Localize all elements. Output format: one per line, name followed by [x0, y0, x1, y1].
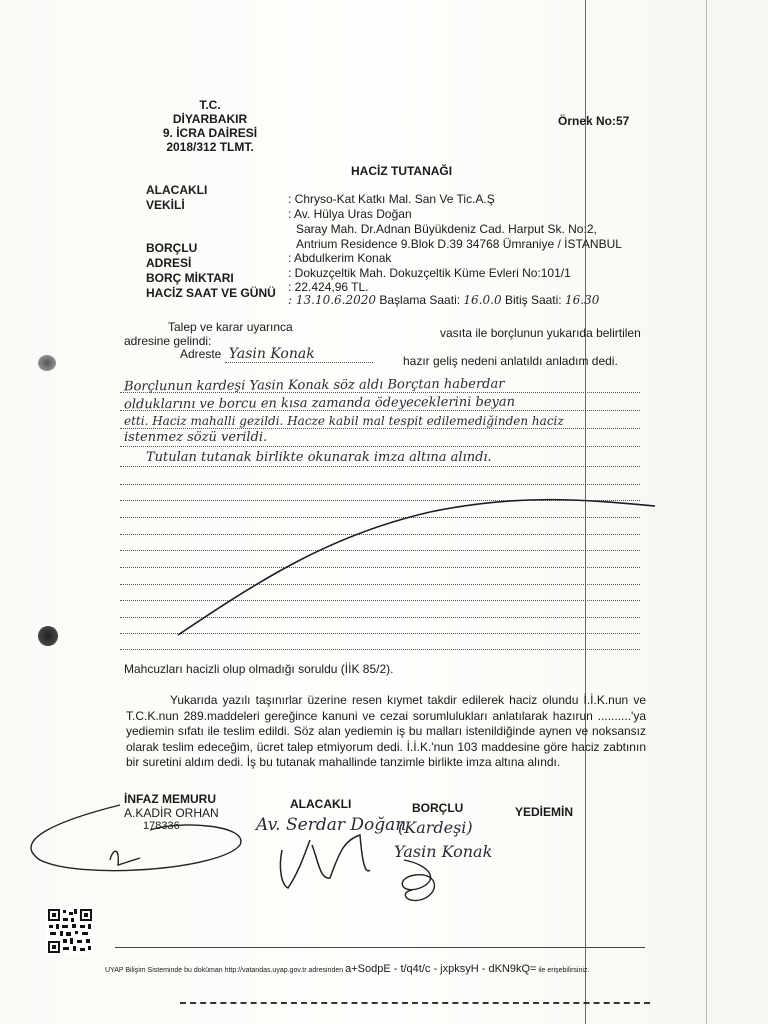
- form-number: Örnek No:57: [558, 114, 630, 128]
- adresine-line: adresine gelindi:: [124, 334, 212, 348]
- bitis-hand: 16.30: [564, 293, 600, 307]
- borclu-label: BORÇLU: [146, 241, 198, 255]
- infaz-memuru-no: 178336: [143, 820, 180, 832]
- footer-suffix: ile erişebilirsiniz.: [538, 967, 590, 974]
- dotted-line: [120, 534, 640, 536]
- borclu-relation-hand: (Kardeşi): [398, 818, 473, 837]
- borclu-value: : Abdulkerim Konak: [288, 251, 392, 265]
- hazir-line: hazır geliş nedeni anlatıldı anladım dedi.: [403, 354, 618, 368]
- alacakli-signature-hand: Av. Serdar Doğan: [256, 815, 407, 835]
- hand-line-3: etti. Haciz mahalli gezildi. Hacze kabil mal tespit edilemediğinden haciz: [124, 414, 564, 428]
- dotted-line: [120, 500, 640, 502]
- adresi-label: ADRESİ: [146, 256, 192, 270]
- footer-code: a+SodpE - t/q4t/c - jxpksyH - dKN9kQ=: [345, 963, 537, 975]
- legal-paragraph: Yukarıda yazılı taşınırlar üzerine resen kıymet takdir edilerek haciz olundu İ.İ.K.nun ve T.C.K.nun 289.maddeleri gereğince kanuni ve cezai sorumlulukları anlatılarak hazırun ..........'ya yediemin sıfatı ile teslim edildi. Söz alan yediemin iş bu malları istenildiğinde aynen ve noksansız olarak teslim edeceğim, ücret talep etmiyorum dedi. İ.İ.K.'nun 103 maddesine göre haciz zabtının bir suretini aldım dedi. İş bu tutanak mahallinde tanzimle birlikte imza altına alındı.: [126, 693, 646, 769]
- dotted-line: [120, 567, 640, 569]
- infaz-memuru-name: A.KADİR ORHAN: [124, 806, 219, 820]
- vasita-line: vasıta ile borçlunun yukarıda belirtilen: [440, 326, 641, 340]
- punch-hole-top: [38, 355, 56, 371]
- hand-line-2: olduklarını ve borcu en kısa zamanda ödeyeceklerini beyan: [123, 394, 516, 413]
- bottom-dashes: [180, 1002, 650, 1004]
- adreste-row: [180, 346, 373, 363]
- header-file-no: 2018/312 TLMT.: [166, 140, 254, 154]
- haciz-saat-label: HACİZ SAAT VE GÜNÜ: [146, 286, 276, 300]
- borclu-sign-label: BORÇLU: [412, 801, 464, 815]
- dotted-line: [120, 649, 640, 651]
- dotted-line: [120, 446, 640, 448]
- vekili-address-line1: Saray Mah. Dr.Adnan Büyükdeniz Cad. Harput Sk. No:2,: [296, 222, 597, 236]
- dotted-line: [120, 484, 640, 486]
- alacakli-value: : Chryso-Kat Katkı Mal. San Ve Tic.A.Ş: [288, 192, 495, 206]
- dotted-line: [120, 428, 640, 430]
- dotted-line: [120, 550, 640, 552]
- header-country: T.C.: [199, 98, 221, 112]
- scan-line-right: [706, 0, 707, 1024]
- dotted-line: [120, 517, 640, 519]
- dotted-line: [120, 617, 640, 619]
- footer-rule: [115, 947, 645, 948]
- scan-line-left: [585, 0, 586, 1024]
- dotted-line: [120, 584, 640, 586]
- infaz-memuru-label: İNFAZ MEMURU: [124, 792, 216, 806]
- adresi-value: : Dokuzçeltik Mah. Dokuzçeltik Küme Evleri No:101/1: [288, 266, 571, 280]
- yediemin-label: YEDİEMİN: [515, 805, 574, 819]
- footer-line: [105, 963, 589, 975]
- adreste-label: Adreste: [180, 347, 222, 361]
- qr-code: [47, 908, 93, 954]
- dotted-line: [120, 600, 640, 602]
- dotted-line: [120, 392, 640, 394]
- mahcuz-line: Mahcuzları hacizli olup olmadığı soruldu (İİK 85/2).: [124, 662, 394, 676]
- hand-line-1: Borçlunun kardeşi Yasin Konak söz aldı Borçtan haberdar: [123, 376, 505, 395]
- talep-line: Talep ve karar uyarınca: [168, 320, 293, 334]
- footer-text: UYAP Bilişim Sisteminde bu doküman http://vatandas.uyap.gov.tr adresinden: [105, 967, 344, 974]
- vekili-value: : Av. Hülya Uras Doğan: [288, 207, 412, 221]
- vekili-label: VEKİLİ: [146, 198, 185, 212]
- header-office: 9. İCRA DAİRESİ: [162, 126, 258, 140]
- vekili-address-line2: Antrium Residence 9.Blok D.39 34768 Ümraniye / İSTANBUL: [296, 237, 622, 251]
- borc-miktari-label: BORÇ MİKTARI: [146, 271, 234, 285]
- bitis-label: Bitiş Saati:: [504, 293, 562, 307]
- baslama-label: Başlama Saati:: [379, 293, 461, 307]
- alacakli-label: ALACAKLI: [146, 183, 208, 197]
- adreste-hand: Yasin Konak: [225, 346, 373, 363]
- baslama-hand: 16.0.0: [463, 293, 502, 307]
- dotted-line: [120, 410, 640, 412]
- dotted-line: [120, 633, 640, 635]
- haciz-date-hand: : 13.10.6.2020: [288, 293, 377, 307]
- borc-miktari-value: : 22.424,96 TL.: [288, 280, 369, 294]
- document-title: HACİZ TUTANAĞI: [351, 164, 453, 178]
- punch-hole-bottom: [38, 626, 58, 646]
- hand-line-4: istenmez sözü verildi.: [124, 430, 268, 445]
- haciz-saat-value: [288, 293, 599, 307]
- dotted-line: [120, 466, 640, 468]
- header-city: DİYARBAKIR: [172, 112, 248, 126]
- hand-line-5: Tutulan tutanak birlikte okunarak imza altına alındı.: [146, 450, 492, 465]
- alacakli-sign-label: ALACAKLI: [290, 797, 352, 811]
- borclu-name-hand: Yasin Konak: [394, 842, 493, 861]
